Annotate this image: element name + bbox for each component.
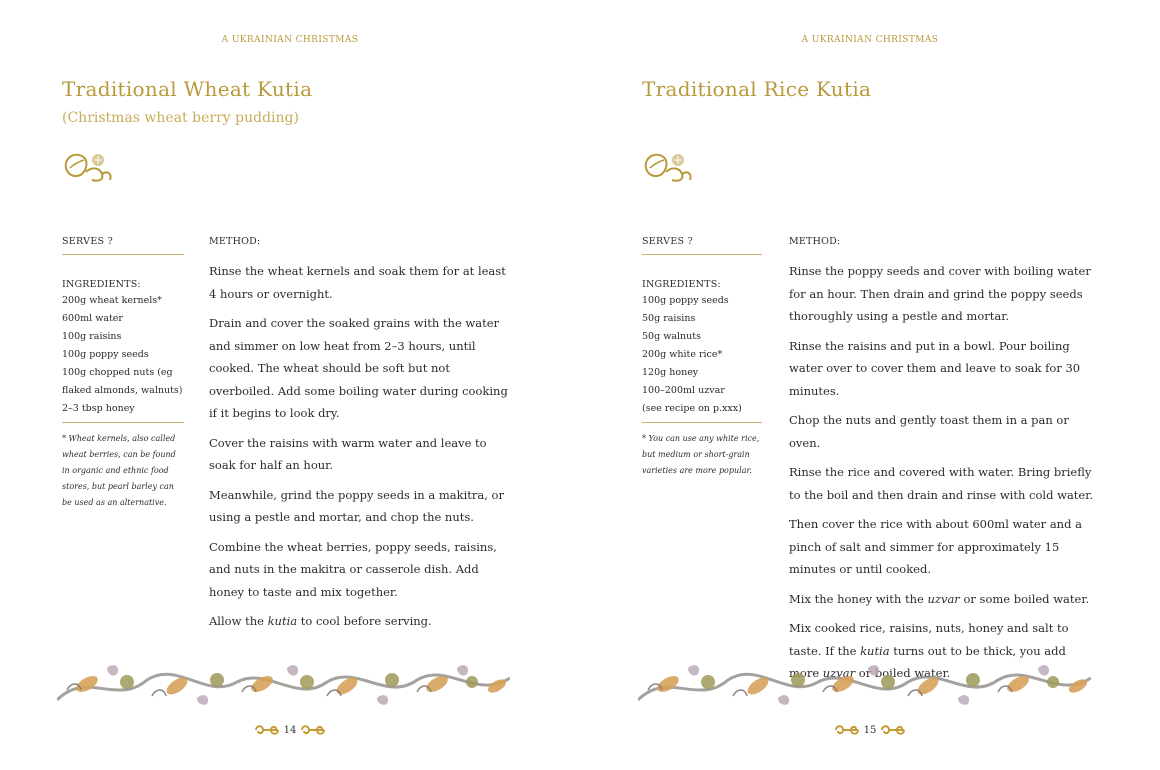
running-head: A UKRAINIAN CHRISTMAS: [801, 35, 939, 45]
gold-leaf-ornament-icon: [62, 148, 116, 182]
swirl-ornament-icon: [880, 723, 906, 737]
page-number: [580, 723, 1160, 737]
ingredient-item: 100g raisins: [62, 331, 122, 342]
ingredient-item: 100–200ml uzvar: [642, 385, 725, 396]
recipe-sidebar: [62, 236, 184, 511]
method-heading: METHOD:: [209, 236, 261, 247]
ingredient-item: 120g honey: [642, 367, 699, 378]
recipe-title: Traditional Wheat Kutia: [62, 77, 313, 101]
ingredient-item: (see recipe on p.xxx): [642, 403, 742, 414]
right-page: [580, 0, 1160, 770]
ingredient-item: flaked almonds, walnuts): [62, 385, 183, 396]
footnote: * Wheat kernels, also called wheat berries, can be found in organic and ethnic food stores, but pearl barley can be used as an alternative.: [62, 434, 176, 507]
ingredient-item: 100g chopped nuts (eg: [62, 367, 173, 378]
method-step: Mix the honey with the uzvar or some boiled water.: [789, 591, 1090, 606]
page-number: [0, 723, 580, 737]
method-step: Then cover the rice with about 600ml water and a pinch of salt and simmer for approximately 15 minutes or until cooked.: [789, 517, 1082, 576]
method-section: [209, 236, 509, 640]
method-step: Cover the raisins with warm water and leave to soak for half an hour.: [209, 435, 487, 472]
recipe-sidebar: [642, 236, 762, 479]
method-step: Combine the wheat berries, poppy seeds, raisins, and nuts in the makitra or casserole dish. Add honey to taste and mix together.: [209, 539, 497, 599]
ingredient-item: 100g poppy seeds: [642, 295, 729, 306]
method-step: Meanwhile, grind the poppy seeds in a makitra, or using a pestle and mortar, and chop the nuts.: [209, 487, 504, 524]
ingredients-heading: INGREDIENTS:: [642, 279, 721, 290]
page-number-text: 14: [283, 724, 297, 736]
serves-label: SERVES ?: [62, 236, 184, 255]
divider: [642, 422, 762, 423]
method-step: Rinse the wheat kernels and soak them for at least 4 hours or overnight.: [209, 264, 506, 301]
method-heading: METHOD:: [789, 236, 841, 247]
running-head: A UKRAINIAN CHRISTMAS: [221, 35, 359, 45]
ingredient-item: 2–3 tbsp honey: [62, 403, 135, 414]
method-section: [789, 236, 1099, 692]
method-step: Rinse the raisins and put in a bowl. Pour boiling water over to cover them and leave to soak for 30 minutes.: [789, 338, 1081, 398]
gold-leaf-ornament-icon: [642, 148, 696, 182]
folk-floral-border-icon: [638, 660, 1091, 708]
page-number-text: 15: [863, 724, 877, 736]
swirl-ornament-icon: [300, 723, 326, 737]
swirl-ornament-icon: [254, 723, 280, 737]
ingredients-list: [62, 292, 184, 418]
folk-floral-border-icon: [57, 660, 510, 708]
ingredient-item: 50g walnuts: [642, 331, 701, 342]
method-step: Rinse the rice and covered with water. Bring briefly to the boil and then drain and rinse with cold water.: [789, 465, 1094, 502]
ingredient-item: 50g raisins: [642, 313, 696, 324]
ingredient-item: 600ml water: [62, 313, 123, 324]
recipe-title: Traditional Rice Kutia: [642, 77, 872, 101]
ingredients-heading: INGREDIENTS:: [62, 279, 141, 290]
recipe-subtitle: (Christmas wheat berry pudding): [62, 110, 299, 126]
ingredient-item: 200g wheat kernels*: [62, 295, 162, 306]
method-step: Drain and cover the soaked grains with the water and simmer on low heat from 2–3 hours, until cooked. The wheat should be soft but not overboiled. Add some boiling water during cooking if it begins to look dry.: [209, 316, 508, 420]
method-step: Rinse the poppy seeds and cover with boiling water for an hour. Then drain and grind the poppy seeds thoroughly using a pestle and mortar.: [789, 264, 1091, 323]
footnote: * You can use any white rice, but medium or short-grain varieties are more popular.: [642, 434, 760, 475]
method-step: Chop the nuts and gently toast them in a pan or oven.: [789, 413, 1069, 450]
ingredient-item: 200g white rice*: [642, 349, 723, 360]
swirl-ornament-icon: [834, 723, 860, 737]
method-step: Mix cooked rice, raisins, nuts, honey and salt to taste. If the kutia turns out to be thick, you add more uzvar or boiled water.: [789, 621, 1069, 680]
ingredient-item: 100g poppy seeds: [62, 349, 149, 360]
divider: [62, 422, 184, 423]
ingredients-list: [642, 292, 762, 418]
method-step: Allow the kutia to cool before serving.: [209, 614, 432, 628]
serves-label: SERVES ?: [642, 236, 762, 255]
